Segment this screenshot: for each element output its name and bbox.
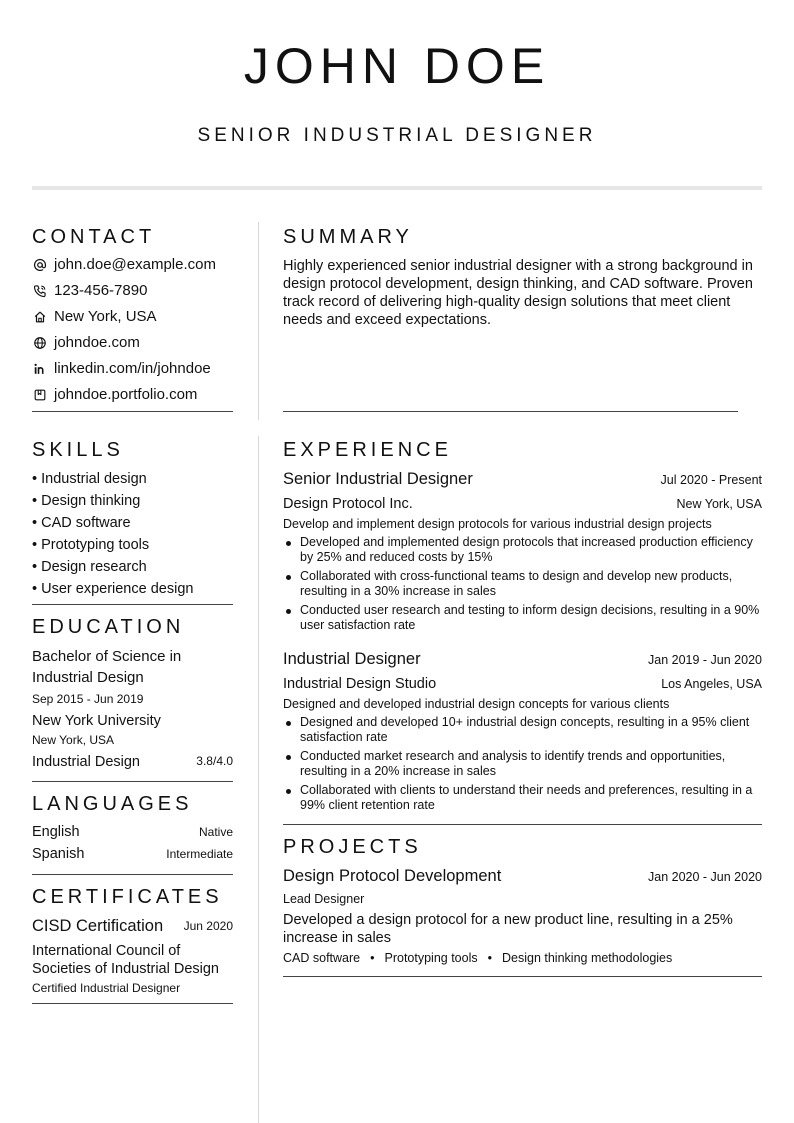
job-bullet: Collaborated with cross-functional teams to design and develop new products, resulting in a 30% increase in sales <box>300 569 762 599</box>
education-degree-line1: Bachelor of Science in <box>32 648 182 665</box>
resume-title: SENIOR INDUSTRIAL DESIGNER <box>197 125 597 146</box>
contact-linkedin[interactable] <box>32 359 211 379</box>
education-dates: Sep 2015 - Jun 2019 <box>32 692 144 706</box>
home-icon <box>32 310 47 325</box>
education-degree-line2: Industrial Design <box>32 669 144 686</box>
skill-item: • Prototyping tools <box>32 537 150 553</box>
skill-item: • User experience design <box>32 581 194 597</box>
at-icon <box>32 258 47 273</box>
certificate-detail: Certified Industrial Designer <box>32 981 181 995</box>
job-company: Design Protocol Inc. <box>283 496 413 512</box>
contact-heading: CONTACT <box>32 226 156 248</box>
certificate-issuer-line1: International Council of <box>32 943 181 959</box>
language-name: Spanish <box>32 846 85 862</box>
contact-divider <box>32 411 233 412</box>
column-divider-bottom <box>258 436 259 1123</box>
skill-label: Design research <box>41 559 147 575</box>
contact-website[interactable] <box>32 333 140 353</box>
certificates-divider <box>32 1003 233 1004</box>
project-tag: CAD software <box>283 951 361 965</box>
summary-text: Highly experienced senior industrial designer with a strong background in design protocol development, design thinking, and CAD software. Proven track record of delivering high-quality design solutions that meet client needs and exceed expectations. <box>283 258 753 328</box>
job-bullet: Conducted user research and testing to inform design decisions, resulting in a 90% user satisfaction rate <box>300 603 762 633</box>
certificate-date: Jun 2020 <box>183 919 233 933</box>
skill-label: Industrial design <box>41 471 147 487</box>
certificates-heading: CERTIFICATES <box>32 886 223 908</box>
contact-website-text: johndoe.com <box>54 334 140 351</box>
project-tag: Prototyping tools <box>384 951 478 965</box>
skill-item: • Design thinking <box>32 493 141 509</box>
projects-heading: PROJECTS <box>283 836 422 858</box>
languages-heading: LANGUAGES <box>32 793 193 815</box>
job-title: Senior Industrial Designer <box>283 470 473 488</box>
certificate-name: CISD Certification <box>32 917 164 935</box>
tag-separator-dot: • <box>487 951 492 965</box>
column-divider-top <box>258 222 259 420</box>
language-level: Intermediate <box>166 847 233 861</box>
project-dates: Jan 2020 - Jun 2020 <box>648 870 762 884</box>
contact-portfolio-text: johndoe.portfolio.com <box>54 386 198 403</box>
skill-item: • Industrial design <box>32 471 147 487</box>
job-bullet: Developed and implemented design protocols that increased production efficiency by 25% and reduced costs by 15% <box>300 535 762 565</box>
education-gpa: 3.8/4.0 <box>196 754 233 768</box>
phone-icon <box>32 284 47 299</box>
job-dates: Jul 2020 - Present <box>660 473 762 487</box>
skill-label: Prototyping tools <box>41 537 150 553</box>
project-description: Developed a design protocol for a new product line, resulting in a 25% increase in sales <box>283 912 733 946</box>
contact-phone[interactable] <box>32 281 147 301</box>
job-location: New York, USA <box>676 497 762 511</box>
job-dates: Jan 2019 - Jun 2020 <box>648 653 762 667</box>
skill-item: • Design research <box>32 559 147 575</box>
education-heading: EDUCATION <box>32 616 185 638</box>
experience-divider <box>283 824 762 825</box>
skill-label: CAD software <box>41 515 131 531</box>
contact-email[interactable] <box>32 255 216 275</box>
summary-heading: SUMMARY <box>283 226 413 248</box>
summary-divider <box>283 411 738 412</box>
globe-icon <box>32 336 47 351</box>
languages-divider <box>32 874 233 875</box>
projects-divider <box>283 976 762 977</box>
job-bullet: Collaborated with clients to understand their needs and preferences, resulting in a 99% client retention rate <box>300 783 762 813</box>
job-bullet: Conducted market research and analysis to identify trends and opportunities, resulting in a 20% increase in sales <box>300 749 762 779</box>
contact-email-text: john.doe@example.com <box>54 256 216 273</box>
education-divider <box>32 781 233 782</box>
skills-heading: SKILLS <box>32 439 124 461</box>
job-company: Industrial Design Studio <box>283 676 437 692</box>
job-location: Los Angeles, USA <box>661 677 762 691</box>
education-school: New York University <box>32 713 161 729</box>
education-field: Industrial Design <box>32 754 140 770</box>
header-divider <box>32 186 762 190</box>
contact-linkedin-text: linkedin.com/in/johndoe <box>54 360 211 377</box>
language-level: Native <box>198 825 233 839</box>
language-name: English <box>32 824 80 840</box>
project-tags <box>283 950 672 966</box>
certificate-issuer-line2: Societies of Industrial Design <box>32 961 219 977</box>
contact-location <box>32 307 157 327</box>
project-role: Lead Designer <box>283 892 365 906</box>
tag-separator-dot: • <box>370 951 375 965</box>
job-bullet: Designed and developed 10+ industrial design concepts, resulting in a 95% client satisfaction rate <box>300 715 762 745</box>
linkedin-icon <box>32 362 47 377</box>
job-title: Industrial Designer <box>283 650 421 668</box>
resume-name: JOHN DOE <box>243 38 551 94</box>
project-tag: Design thinking methodologies <box>502 951 673 965</box>
portfolio-icon <box>32 388 47 403</box>
contact-portfolio[interactable] <box>32 385 197 405</box>
education-location: New York, USA <box>32 733 115 747</box>
contact-phone-text: 123-456-7890 <box>54 282 148 299</box>
skill-label: User experience design <box>41 581 194 597</box>
skill-label: Design thinking <box>41 493 141 509</box>
job-description: Designed and developed industrial design concepts for various clients <box>283 697 670 711</box>
experience-heading: EXPERIENCE <box>283 439 452 461</box>
project-name: Design Protocol Development <box>283 867 502 885</box>
contact-location-text: New York, USA <box>54 308 157 325</box>
skills-divider <box>32 604 233 605</box>
job-description: Develop and implement design protocols for various industrial design projects <box>283 517 712 531</box>
skill-item: • CAD software <box>32 515 131 531</box>
